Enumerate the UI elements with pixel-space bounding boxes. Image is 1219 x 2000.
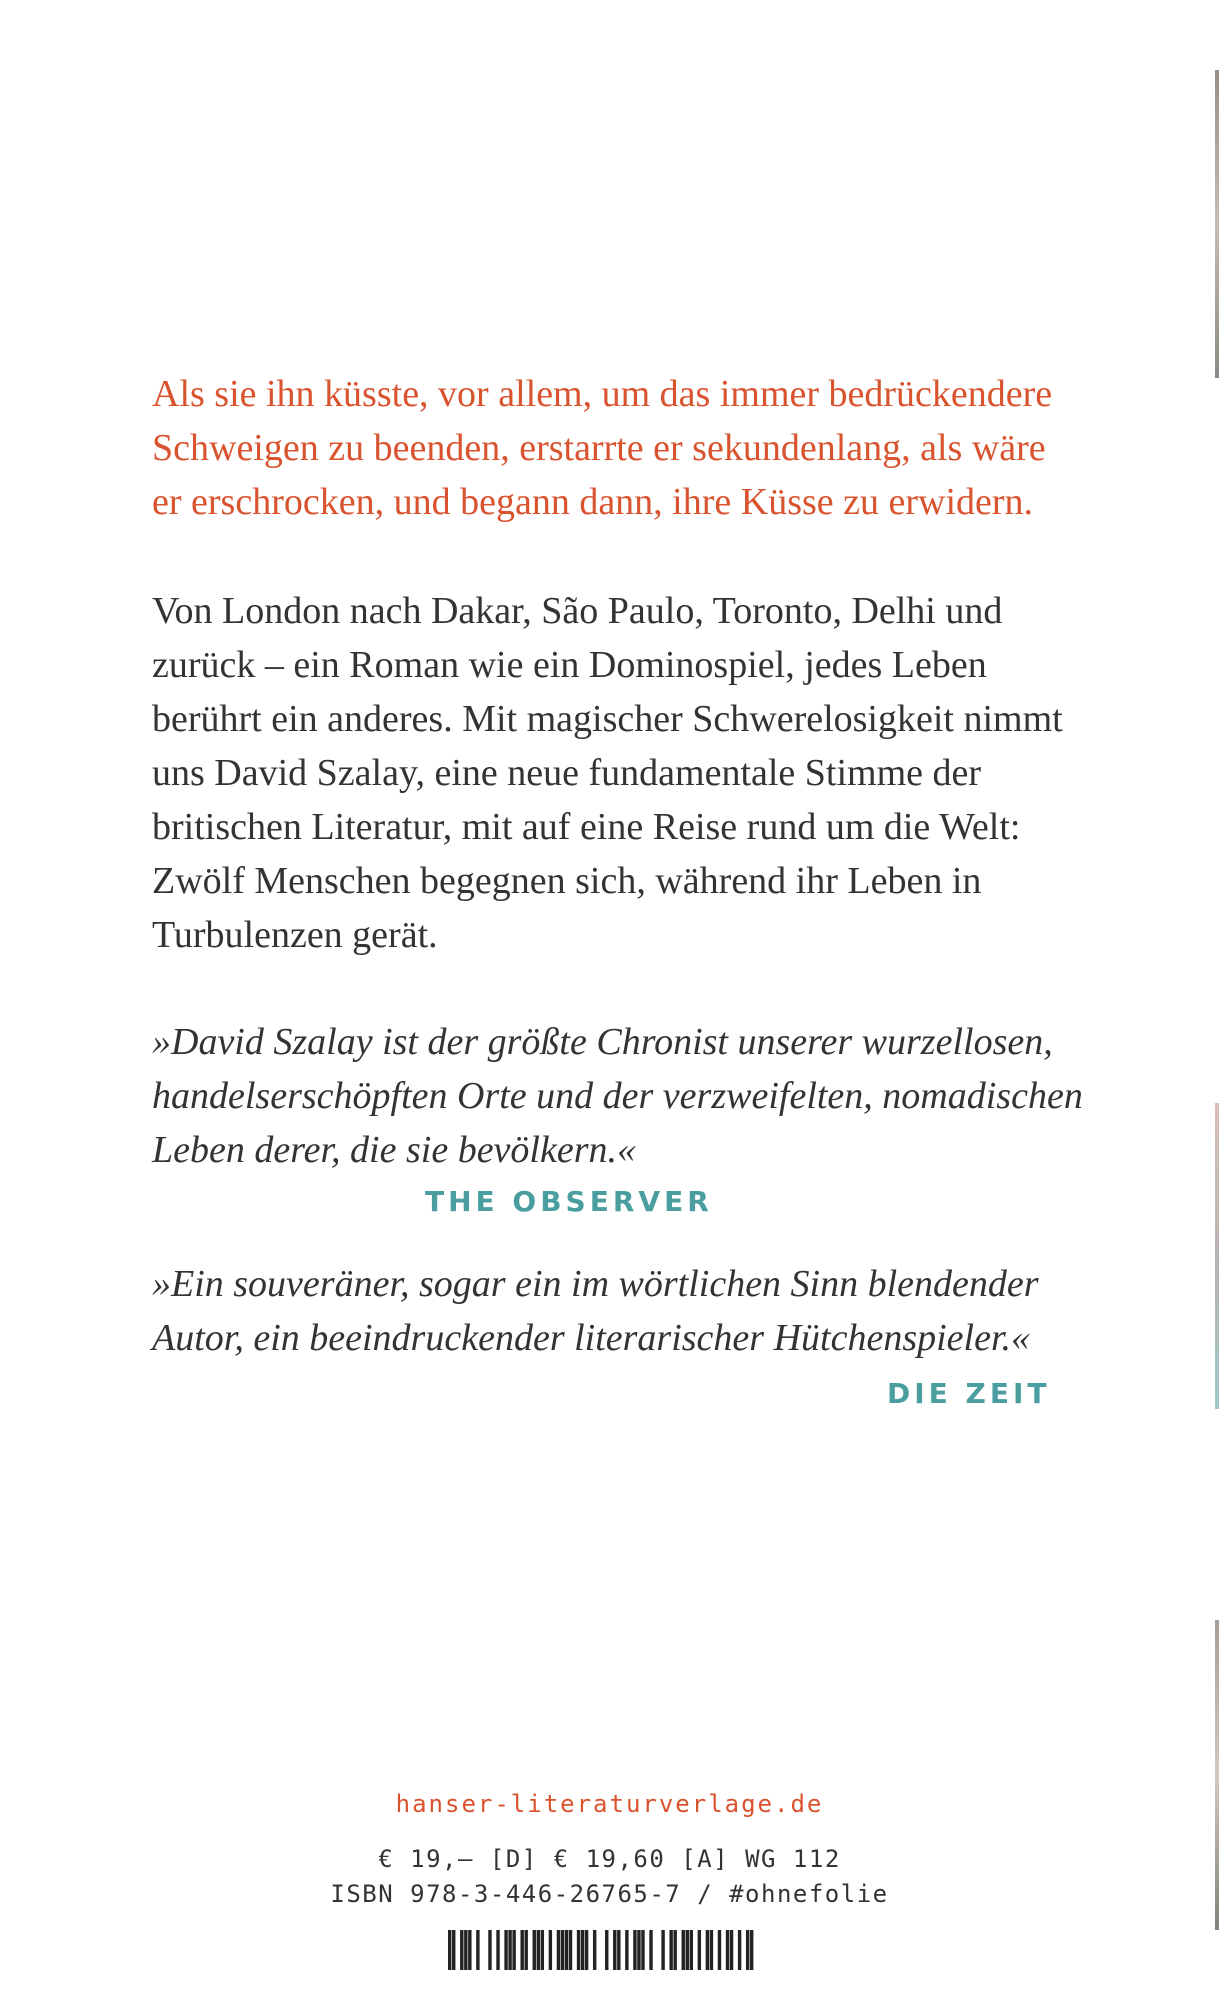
barcode-bar	[625, 1930, 628, 1970]
barcode-bar	[541, 1930, 544, 1970]
barcode-bar	[649, 1930, 652, 1970]
barcode-bar	[488, 1930, 491, 1970]
barcode-bar	[750, 1930, 753, 1970]
barcode-bar	[605, 1930, 608, 1970]
description-line: Turbulenzen gerät.	[152, 914, 438, 956]
barcode-bar	[746, 1930, 749, 1970]
barcode-bar	[476, 1930, 479, 1970]
barcode-bar	[561, 1930, 564, 1970]
barcode-bar	[593, 1930, 596, 1970]
lead-line: Als sie ihn küsste, vor allem, um das immer bedrückendere	[152, 373, 1053, 415]
description-line: britischen Literatur, mit auf eine Reise rund um die Welt:	[152, 806, 1021, 848]
barcode-bar	[464, 1930, 467, 1970]
barcode-bar	[460, 1930, 463, 1970]
barcode-bar	[533, 1930, 536, 1970]
barcode-bar	[448, 1930, 451, 1970]
barcode-bar	[613, 1930, 616, 1970]
barcode-bar	[738, 1930, 741, 1970]
barcode-bar	[682, 1930, 685, 1970]
barcode-bar	[496, 1930, 499, 1970]
description-line: berührt ein anderes. Mit magischer Schwerelosigkeit nimmt	[152, 698, 1063, 740]
description-line: Zwölf Menschen begegnen sich, während ihr Leben in	[152, 860, 982, 902]
barcode-bar	[661, 1930, 664, 1970]
isbn-info: ISBN 978-3-446-26765-7 / #ohnefolie	[330, 1880, 889, 1908]
barcode-bar	[525, 1930, 528, 1970]
review-quote-observer	[152, 1015, 1102, 1177]
barcode-bar	[690, 1930, 693, 1970]
barcode-bar	[557, 1930, 560, 1970]
cover-edge-strip	[1215, 1620, 1219, 1930]
barcode-bar	[452, 1930, 455, 1970]
lead-line: Schweigen zu beenden, erstarrte er sekundenlang, als wäre	[152, 427, 1046, 469]
description-line: uns David Szalay, eine neue fundamentale Stimme der	[152, 752, 982, 794]
barcode-bar	[468, 1930, 471, 1970]
review-source-observer: THE OBSERVER	[425, 1185, 713, 1218]
book-description	[152, 584, 1102, 962]
review-line: »Ein souveräner, sogar ein im wörtlichen Sinn blendender	[152, 1263, 1039, 1305]
barcode-bar	[710, 1930, 713, 1970]
barcode-bar	[641, 1930, 644, 1970]
publisher-website-link[interactable]: hanser-literaturverlage.de	[395, 1790, 824, 1818]
lead-excerpt	[152, 367, 1102, 529]
barcode-bar	[730, 1930, 733, 1970]
price-info: € 19,– [D] € 19,60 [A] WG 112	[378, 1845, 841, 1873]
barcode-bar	[508, 1930, 511, 1970]
barcode-bar	[726, 1930, 729, 1970]
barcode-bar	[633, 1930, 636, 1970]
barcode-bar	[669, 1930, 672, 1970]
barcode-bar	[637, 1930, 640, 1970]
lead-line: er erschrocken, und begann dann, ihre Küsse zu erwidern.	[152, 481, 1034, 523]
barcode-bar	[565, 1930, 568, 1970]
review-line: Leben derer, die sie bevölkern.«	[152, 1129, 636, 1171]
barcode-bar	[581, 1930, 584, 1970]
barcode-bar	[686, 1930, 689, 1970]
barcode-bar	[718, 1930, 721, 1970]
review-line: »David Szalay ist der größte Chronist unserer wurzellosen,	[152, 1021, 1053, 1063]
barcode-bar	[569, 1930, 572, 1970]
barcode-bar	[698, 1930, 701, 1970]
barcode-bar	[520, 1930, 523, 1970]
review-source-zeit: DIE ZEIT	[887, 1377, 1051, 1410]
description-line: zurück – ein Roman wie ein Dominospiel, jedes Leben	[152, 644, 987, 686]
barcode-bar	[512, 1930, 515, 1970]
cover-edge-strip	[1215, 1103, 1219, 1409]
review-line: Autor, ein beeindruckender literarischer Hütchenspieler.«	[152, 1317, 1031, 1359]
barcode-bar	[673, 1930, 676, 1970]
description-line: Von London nach Dakar, São Paulo, Toronto, Delhi und	[152, 590, 1003, 632]
barcode-bar	[577, 1930, 580, 1970]
review-line: handelserschöpften Orte und der verzweifelten, nomadischen	[152, 1075, 1083, 1117]
barcode-bar	[706, 1930, 709, 1970]
review-quote-zeit	[152, 1257, 1102, 1365]
barcode-bar	[537, 1930, 540, 1970]
barcode	[448, 1930, 754, 1970]
barcode-bar	[585, 1930, 588, 1970]
cover-edge-strip	[1215, 70, 1219, 378]
barcode-bar	[549, 1930, 552, 1970]
barcode-bar	[617, 1930, 620, 1970]
barcode-bar	[504, 1930, 507, 1970]
